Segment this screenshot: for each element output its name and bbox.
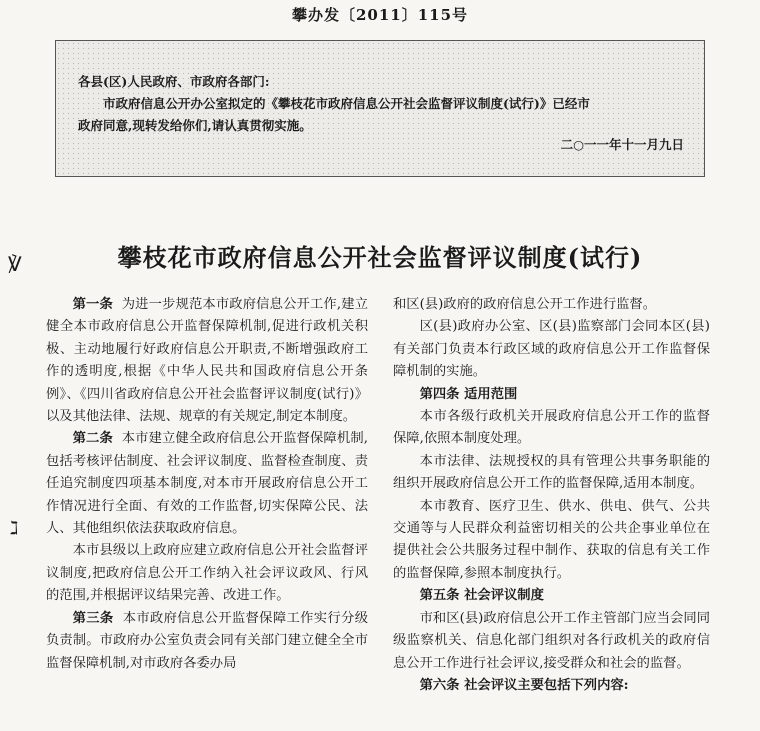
article-paragraph	[46, 540, 368, 607]
margin-mark: ℣	[8, 252, 22, 276]
notice-date: 二○一一年十一月九日	[560, 137, 684, 152]
article-paragraph	[46, 294, 368, 428]
right-column	[393, 294, 710, 697]
forwarding-notice	[55, 40, 705, 177]
section-heading: 第四条 适用范围	[419, 386, 518, 402]
continued-paragraph: 和区(县)政府的政府信息公开工作进行监督。	[393, 297, 657, 312]
article-paragraph: 本市各级行政机关开展政府信息公开工作的监督保障,依照本制度处理。	[393, 409, 710, 447]
notice-body-line-2: 政府同意,现转发给你们,请认真贯彻实施。	[78, 118, 312, 133]
article-number: 第一条	[72, 297, 113, 312]
margin-mark: ℷ	[10, 518, 19, 539]
article-text: 本市政府信息公开监督保障工作实行分级负责制。市政府办公室负责会同有关部门建立健全全市监督保障机制,对市政府各委办局	[46, 610, 368, 671]
article-paragraph: 区(县)政府办公室、区(县)监察部门会同本区(县)有关部门负责本行政区域的政府信息公开工作监督保障机制的实施。	[393, 319, 710, 380]
article-paragraph: 本市教育、医疗卫生、供水、供电、供气、公共交通等与人民群众利益密切相关的公共企事业单位在提供社会公共服务过程中制作、获取的信息有关工作的监督保障,参照本制度执行。	[393, 498, 710, 581]
document-number: 攀办发〔2011〕115号	[291, 6, 469, 24]
article-text: 本市县级以上政府应建立政府信息公开社会监督评议制度,把政府信息公开工作纳入社会评议政风、行风的范围,并根据评议结果完善、改进工作。	[46, 543, 368, 604]
article-paragraph: 本市法律、法规授权的具有管理公共事务职能的组织开展政府信息公开工作的监督保障,适用本制度。	[393, 453, 710, 492]
article-paragraph	[46, 608, 368, 675]
article-number: 第三条	[72, 610, 114, 626]
article-paragraph	[46, 428, 368, 540]
article-text: 本市建立健全政府信息公开监督保障机制,包括考核评估制度、社会评议制度、监督检查制度、责任追究制度四项基本制度,对本市开展政府信息公开工作情况进行全面、有效的工作监督,切实保障公民、法人、其他组织依法获取政府信息。	[46, 431, 368, 537]
article-paragraph: 市和区(县)政府信息公开工作主管部门应当会同同级监察机关、信息化部门组织对各行政机关的政府信息公开工作进行社会评议,接受群众和社会的监督。	[393, 610, 710, 671]
article-number: 第二条	[72, 431, 113, 447]
left-column	[46, 294, 368, 675]
section-heading: 第五条 社会评议制度	[419, 588, 544, 604]
page-title: 攀枝花市政府信息公开社会监督评议制度(试行)	[117, 243, 643, 272]
section-heading: 第六条 社会评议主要包括下列内容:	[419, 677, 629, 693]
article-text: 为进一步规范本市政府信息公开工作,建立健全本市政府信息公开监督保障机制,促进行政机关积极、主动地履行好政府信息公开职责,不断增强政府工作的透明度,根据《中华人民共和国政府信息公开条例》、《四川省政府信息公开社会监督评议制度(试行)》以及其他法律、法规、规章的有关规定,制定本制度。	[46, 297, 368, 425]
notice-salutation: 各县(区)人民政府、市政府各部门:	[78, 74, 270, 89]
notice-body-line-1: 市政府信息公开办公室拟定的《攀枝花市政府信息公开社会监督评议制度(试行)》已经市	[103, 96, 590, 111]
